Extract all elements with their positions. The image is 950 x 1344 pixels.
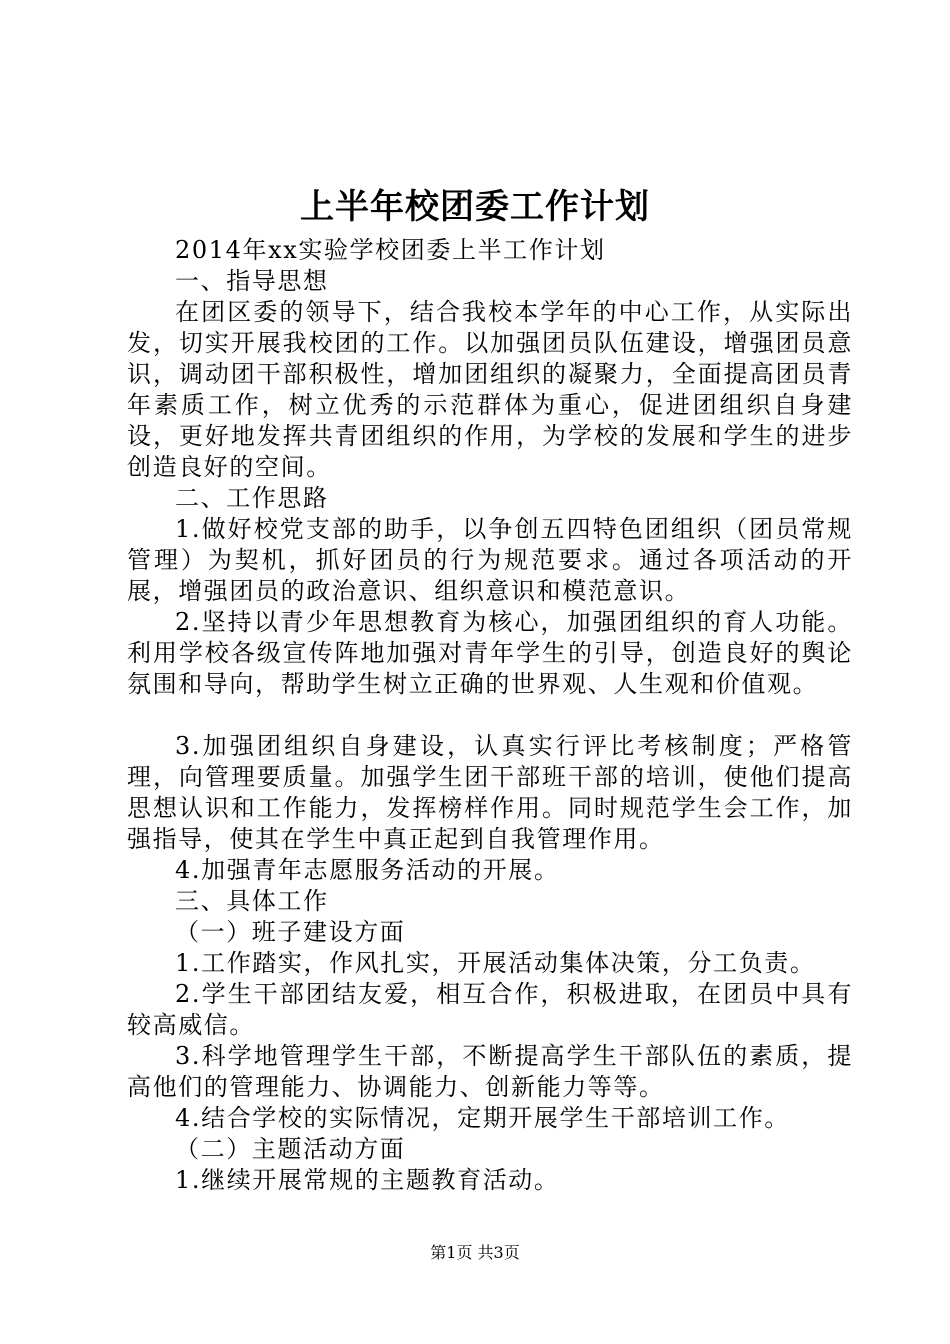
document-subtitle: 2014年xx实验学校团委上半工作计划 [175,236,606,264]
paragraph: 4.加强青年志愿服务活动的开展。 [175,856,560,884]
paragraph: 2.坚持以青少年思想教育为核心，加强团组织的育人功能。利用学校各级宣传阵地加强对青年学生的引导，创造良好的舆论氛围和导向，帮助学生树立正确的世界观、人生观和价值观。 [127,608,853,698]
paragraph: 4.结合学校的实际情况，定期开展学生干部培训工作。 [175,1104,790,1132]
document-body [127,235,853,1196]
paragraph: 3.加强团组织自身建设，认真实行评比考核制度；严格管理，向管理要质量。加强学生团干部班干部的培训，使他们提高思想认识和工作能力，发挥榜样作用。同时规范学生会工作，加强指导，使其在学生中真正起到自我管理作用。 [127,732,853,853]
paragraph: 1.工作踏实，作风扎实，开展活动集体决策，分工负责。 [175,949,816,977]
page-footer: 第1页 共3页 [430,1243,520,1262]
section-heading: 二、工作思路 [175,484,329,512]
paragraph: 3.科学地管理学生干部，不断提高学生干部队伍的素质，提高他们的管理能力、协调能力、创新能力等等。 [127,1042,853,1101]
section-heading: 三、具体工作 [175,887,329,915]
document-title: 上半年校团委工作计划 [300,187,650,227]
section-heading: 一、指导思想 [175,267,329,295]
paragraph-gap [127,700,853,731]
subsection-heading: （一）班子建设方面 [175,918,406,946]
paragraph: 2.学生干部团结友爱，相互合作，积极进取，在团员中具有较高威信。 [127,980,853,1039]
paragraph: 1.做好校党支部的助手，以争创五四特色团组织（团员常规管理）为契机，抓好团员的行为规范要求。通过各项活动的开展，增强团员的政治意识、组织意识和模范意识。 [127,515,853,605]
subsection-heading: （二）主题活动方面 [175,1135,406,1163]
paragraph: 在团区委的领导下，结合我校本学年的中心工作，从实际出发，切实开展我校团的工作。以加强团员队伍建设，增强团员意识，调动团干部积极性，增加团组织的凝聚力，全面提高团员青年素质工作，树立优秀的示范群体为重心，促进团组织自身建设，更好地发挥共青团组织的作用，为学校的发展和学生的进步创造良好的空间。 [127,298,853,481]
paragraph: 1.继续开展常规的主题教育活动。 [175,1166,560,1194]
